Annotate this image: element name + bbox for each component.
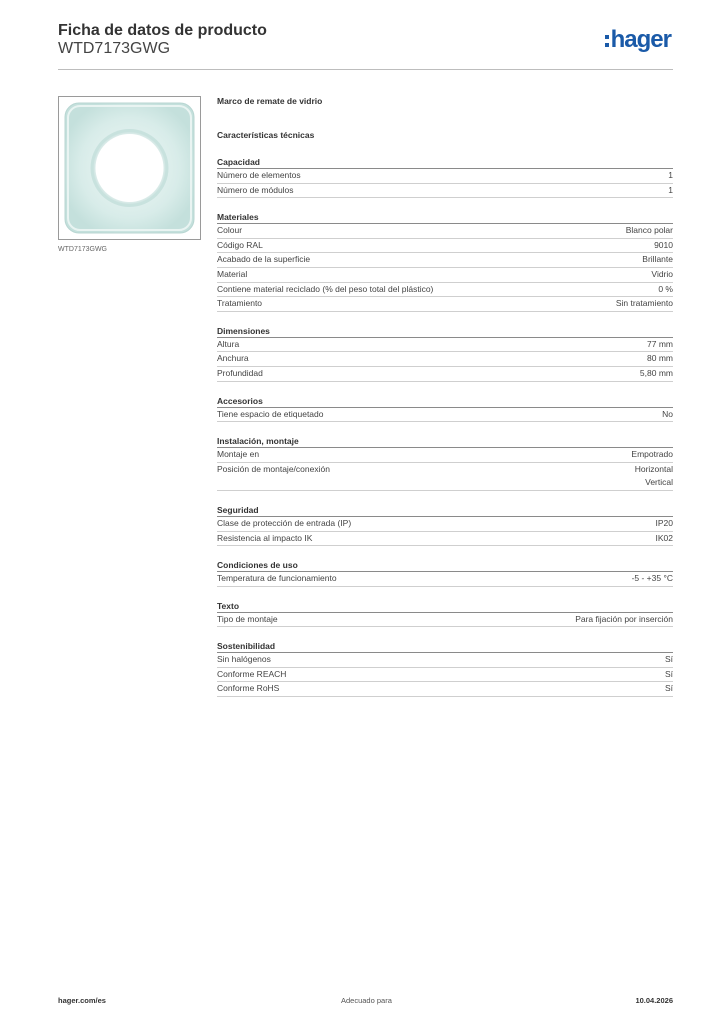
section-title: Seguridad (217, 503, 673, 517)
spec-label: Contiene material reciclado (% del peso total del plástico) (217, 283, 434, 294)
product-name: Marco de remate de vidrio (217, 96, 323, 106)
spec-label: Temperatura de funcionamiento (217, 573, 337, 584)
spec-label: Resistencia al impacto IK (217, 532, 313, 543)
spec-row (217, 448, 673, 463)
spec-value (665, 653, 673, 667)
spec-row (217, 338, 673, 353)
spec-row (217, 297, 673, 312)
spec-value (626, 224, 673, 238)
page-title: Ficha de datos de producto (58, 22, 267, 39)
spec-label: Profundidad (217, 367, 263, 378)
section-title: Sostenibilidad (217, 639, 673, 653)
spec-value (656, 532, 674, 546)
spec-label: Anchura (217, 353, 249, 364)
spec-row (217, 224, 673, 239)
spec-label: Tratamiento (217, 298, 263, 309)
logo-dots-icon (605, 35, 609, 47)
spec-value (642, 253, 673, 267)
spec-row (217, 408, 673, 423)
spec-value-line: IP20 (655, 517, 673, 528)
spec-value-line: No (662, 408, 673, 419)
spec-label: Número de elementos (217, 170, 301, 180)
spec-row (217, 653, 673, 668)
spec-row (217, 283, 673, 298)
spec-label: Conforme RoHS (217, 683, 280, 694)
spec-value (654, 239, 673, 253)
spec-label: Material (217, 268, 248, 279)
spec-value (668, 184, 673, 198)
spec-row (217, 169, 673, 184)
spec-row (217, 532, 673, 547)
spec-row (217, 572, 673, 587)
spec-value-line: 5,80 mm (639, 367, 673, 378)
spec-section (217, 394, 673, 423)
spec-row (217, 613, 673, 628)
page-header (58, 20, 673, 70)
spec-label: Acabado de la superficie (217, 254, 311, 265)
spec-section (217, 434, 673, 491)
specifications (217, 95, 673, 697)
spec-value-line: 9010 (654, 239, 673, 250)
spec-row (217, 253, 673, 268)
spec-value-line: Sí (664, 654, 673, 665)
spec-row (217, 463, 673, 491)
spec-value (640, 367, 673, 381)
spec-value (665, 668, 673, 682)
spec-row (217, 239, 673, 254)
product-image (58, 96, 201, 240)
spec-value (668, 169, 673, 183)
spec-section (217, 558, 673, 587)
section-title: Dimensiones (217, 324, 673, 338)
spec-value-line: Vertical (645, 477, 673, 488)
spec-label: Número de módulos (217, 184, 294, 195)
spec-label: Altura (217, 338, 240, 349)
footer-website-link[interactable]: hager.com/es (58, 996, 106, 1005)
spec-label: Sin halógenos (217, 654, 271, 665)
spec-row (217, 184, 673, 199)
spec-value (651, 268, 673, 282)
spec-value (631, 448, 673, 462)
spec-label: Colour (217, 225, 243, 236)
spec-label: Tipo de montaje (217, 613, 278, 624)
spec-row (217, 668, 673, 683)
spec-value-line: 1 (668, 184, 673, 195)
spec-value (647, 338, 673, 352)
spec-section (217, 639, 673, 697)
spec-value-line: Sí (664, 668, 673, 679)
spec-label: Montaje en (217, 449, 260, 460)
product-reference: WTD7173GWG (58, 40, 171, 57)
spec-row (217, 682, 673, 697)
spec-value-line: Empotrado (631, 449, 673, 460)
spec-section (217, 503, 673, 546)
spec-value (665, 682, 673, 696)
hager-logo (605, 26, 671, 54)
spec-value-line: Sin tratamiento (615, 298, 673, 309)
spec-value-line: Sí (664, 683, 673, 694)
spec-label: Conforme REACH (217, 668, 287, 679)
spec-value (616, 297, 673, 311)
spec-value (658, 283, 673, 297)
spec-section (217, 155, 673, 198)
spec-value-line: Para fijación por inserción (575, 613, 673, 624)
spec-value-line: 1 (668, 170, 673, 180)
page-footer (58, 996, 673, 1010)
spec-value (647, 352, 673, 366)
spec-row (217, 268, 673, 283)
spec-section (217, 210, 673, 312)
spec-section (217, 324, 673, 382)
spec-value-line: 77 mm (647, 338, 673, 349)
spec-value-line: Brillante (642, 254, 673, 265)
footer-note: Adecuado para (341, 996, 392, 1005)
spec-label: Tiene espacio de etiquetado (217, 408, 324, 419)
spec-label: Posición de montaje/conexión (217, 463, 330, 474)
spec-value-line: 0 % (658, 283, 673, 294)
image-caption: WTD7173GWG (58, 246, 108, 253)
spec-value (575, 613, 673, 627)
spec-value-line: IK02 (655, 532, 673, 543)
glass-frame-illustration (59, 97, 200, 239)
section-title: Capacidad (217, 155, 673, 169)
section-title: Instalación, montaje (217, 434, 673, 448)
spec-section (217, 599, 673, 628)
spec-value-line: Horizontal (634, 463, 673, 474)
spec-value-line: -5 - +35 °C (631, 573, 673, 584)
spec-row (217, 367, 673, 382)
spec-value-line: 80 mm (647, 353, 673, 364)
technical-characteristics-heading: Características técnicas (217, 130, 315, 140)
section-title: Materiales (217, 210, 673, 224)
spec-row (217, 352, 673, 367)
section-title: Accesorios (217, 394, 673, 408)
spec-value-line: Vidrio (651, 268, 673, 279)
spec-value (656, 517, 674, 531)
spec-value (662, 408, 673, 422)
section-title: Texto (217, 599, 673, 613)
logo-text: hager (610, 26, 671, 53)
spec-sections (217, 155, 673, 697)
spec-row (217, 517, 673, 532)
spec-label: Código RAL (217, 239, 263, 250)
footer-date: 10.04.2026 (635, 996, 673, 1005)
spec-label: Clase de protección de entrada (IP) (217, 517, 352, 528)
section-title: Condiciones de uso (217, 558, 673, 572)
spec-value (635, 463, 673, 490)
spec-value-line: Blanco polar (625, 225, 673, 236)
spec-value (632, 572, 673, 586)
